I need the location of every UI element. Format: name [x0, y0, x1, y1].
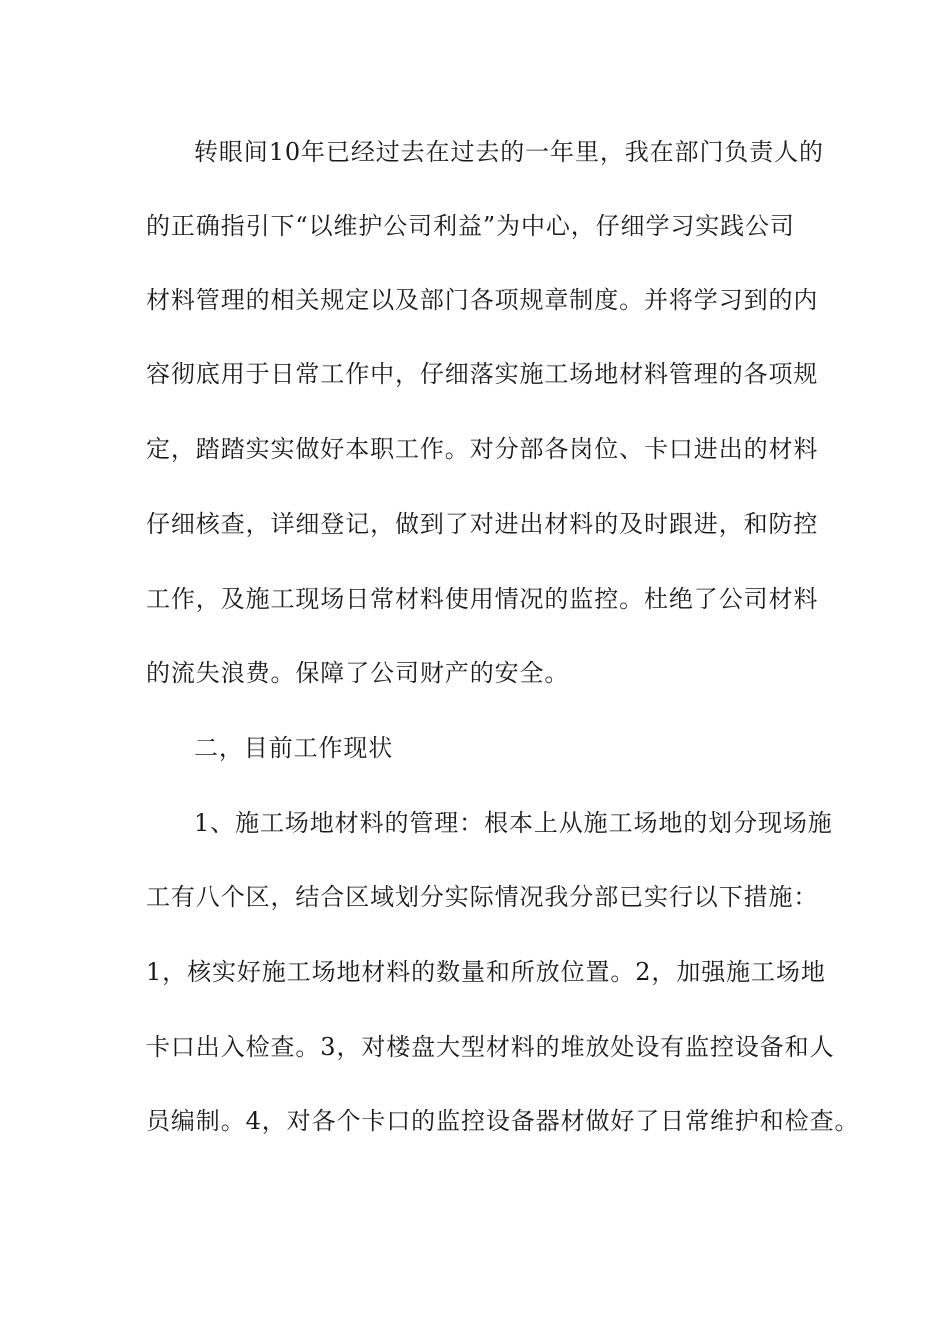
paragraph-1-line-5: 定，踏踏实实做好本职工作。对分部各岗位、卡口进出的材料: [146, 435, 819, 463]
paragraph-2-line-1: 1、施工场地材料的管理：根本上从施工场地的划分现场施: [194, 809, 833, 837]
paragraph-1-line-6: 仔细核查，详细登记，做到了对进出材料的及时跟进，和防控: [146, 510, 819, 538]
paragraph-1-line-2: 的正确指引下“以维护公司利益”为中心，仔细学习实践公司: [146, 212, 795, 240]
paragraph-2-line-5: 员编制。4，对各个卡口的监控设备器材做好了日常维护和检查。: [146, 1107, 860, 1135]
paragraph-2-line-3: 1，核实好施工场地材料的数量和所放位置。2，加强施工场地: [146, 958, 826, 986]
paragraph-2-line-4: 卡口出入检查。3，对楼盘大型材料的堆放处设有监控设备和人: [146, 1033, 835, 1061]
paragraph-1-line-3: 材料管理的相关规定以及部门各项规章制度。并将学习到的内: [146, 286, 819, 314]
paragraph-1-line-7: 工作，及施工现场日常材料使用情况的监控。杜绝了公司材料: [146, 585, 819, 613]
paragraph-1-line-8: 的流失浪费。保障了公司财产的安全。: [146, 659, 570, 687]
paragraph-2-line-2: 工有八个区，结合区域划分实际情况我分部已实行以下措施：: [146, 883, 819, 911]
section-heading: 二，目前工作现状: [194, 734, 394, 762]
paragraph-1-line-1: 转眼间10年已经过去在过去的一年里，我在部门负责人的: [194, 138, 824, 166]
paragraph-1-line-4: 容彻底用于日常工作中，仔细落实施工场地材料管理的各项规: [146, 360, 819, 388]
